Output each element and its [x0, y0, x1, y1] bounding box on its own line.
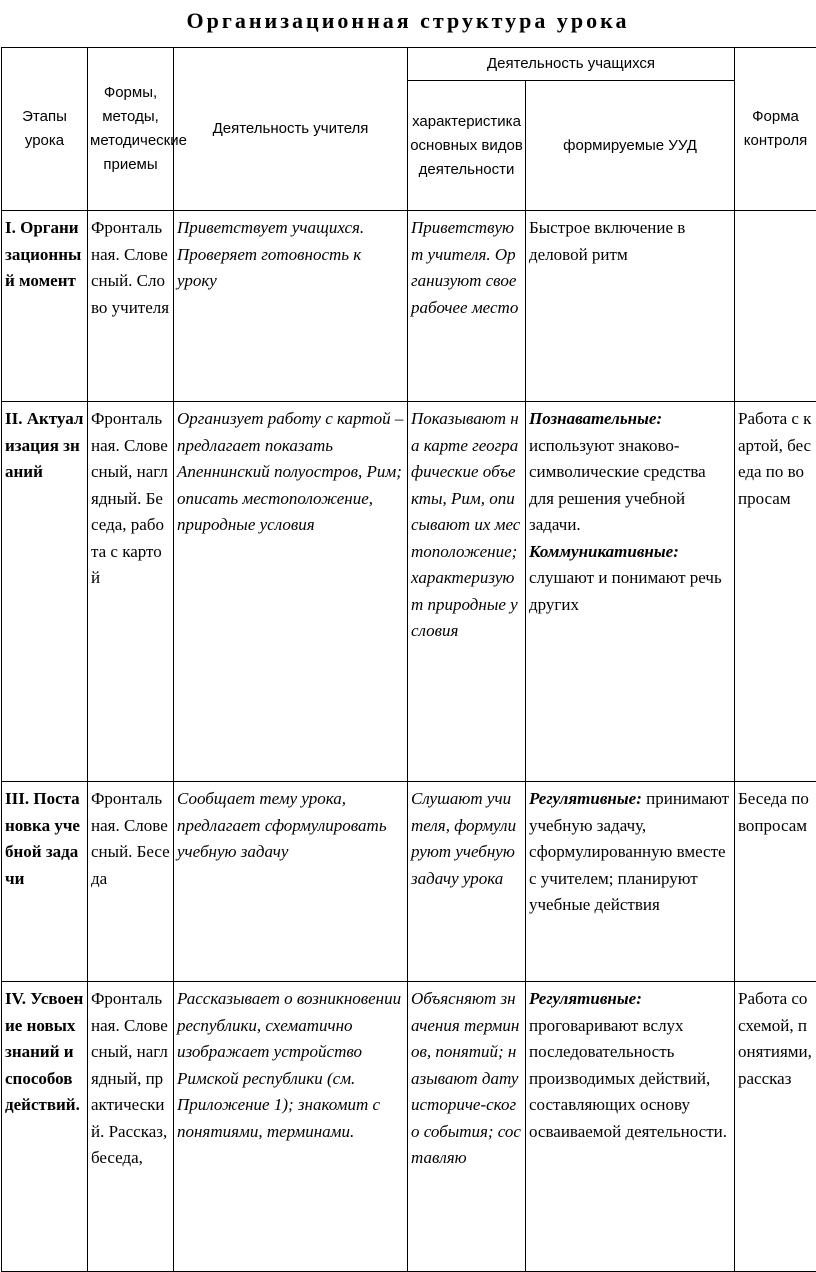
forms-cell: Фронтальная. Словесный. Слово учителя [88, 211, 174, 402]
header-students-activity: Деятельность учащихся [408, 48, 735, 81]
table-row [2, 982, 816, 1272]
page-title: Организационная структура урока [0, 8, 816, 34]
uud-text: слушают и понимают речь других [529, 568, 722, 614]
uud-cell [526, 402, 735, 782]
uud-text: Быстрое включение в деловой ритм [529, 218, 685, 264]
stage-cell: IV. Усвоение новых знаний и способов действий. [2, 982, 88, 1272]
control-cell: Беседа по вопросам [735, 782, 816, 982]
control-cell [735, 211, 816, 402]
stage-cell: I. Организационный момент [2, 211, 88, 402]
table-row [2, 211, 816, 402]
control-cell: Работа со схемой, понятиями, рассказ [735, 982, 816, 1272]
uud-text: проговаривают вслух последовательность производимых действий, составляющих основу осваиваемой деятельности. [529, 1016, 727, 1141]
students-activity-cell: Приветствуют учителя. Организуют свое рабочее место [408, 211, 526, 402]
uud-label: Регулятивные: [529, 789, 642, 808]
teacher-activity-cell: Рассказывает о возникновении республики, схематично изображает устройство Римской республики (см. Приложение 1); знакомит с понятиями, терминами. [174, 982, 408, 1272]
uud-text: используют знаково-символические средства для решения учебной задачи. [529, 436, 706, 535]
forms-cell: Фронтальная. Словесный, наглядный, практический. Рассказ, беседа, [88, 982, 174, 1272]
stage-cell: II. Актуализация знаний [2, 402, 88, 782]
stage-cell: III. Постановка учебной задачи [2, 782, 88, 982]
students-activity-cell: Слушают учителя, формулируют учебную задачу урока [408, 782, 526, 982]
uud-label: Коммуникативные: [529, 542, 679, 561]
students-activity-cell: Объясняют значения терминов, понятий; называют дату историче-ского события; составляю [408, 982, 526, 1272]
forms-cell: Фронтальная. Словесный. Беседа [88, 782, 174, 982]
table-row [2, 782, 816, 982]
uud-label: Регулятивные: [529, 989, 642, 1008]
table-row [2, 402, 816, 782]
header-teacher-activity: Деятельность учителя [174, 48, 408, 211]
header-forms: Формы, методы, методические приемы [88, 48, 174, 211]
uud-cell [526, 211, 735, 402]
uud-text: принимают учебную задачу, сформулированную вместе с учителем; планируют учебные действия [529, 789, 729, 914]
header-activity-characteristics: характеристика основных видов деятельности [408, 81, 526, 211]
header-uud: формируемые УУД [526, 81, 735, 211]
control-cell: Работа с картой, беседа по вопросам [735, 402, 816, 782]
header-stages: Этапы урока [2, 48, 88, 211]
uud-label: Познавательные: [529, 409, 662, 428]
header-control-form: Форма контроля [735, 48, 816, 211]
forms-cell: Фронтальная. Словесный, наглядный. Беседа, работа с картой [88, 402, 174, 782]
lesson-structure-table [1, 47, 816, 1272]
students-activity-cell: Показывают на карте географические объекты, Рим, описывают их местоположение; характеризуют природные условия [408, 402, 526, 782]
teacher-activity-cell: Приветствует учащихся. Проверяет готовность к уроку [174, 211, 408, 402]
teacher-activity-cell: Организует работу с картой – предлагает показать Апеннинский полуостров, Рим; описать местоположение, природные условия [174, 402, 408, 782]
teacher-activity-cell: Сообщает тему урока, предлагает сформулировать учебную задачу [174, 782, 408, 982]
uud-cell [526, 982, 735, 1272]
uud-cell [526, 782, 735, 982]
